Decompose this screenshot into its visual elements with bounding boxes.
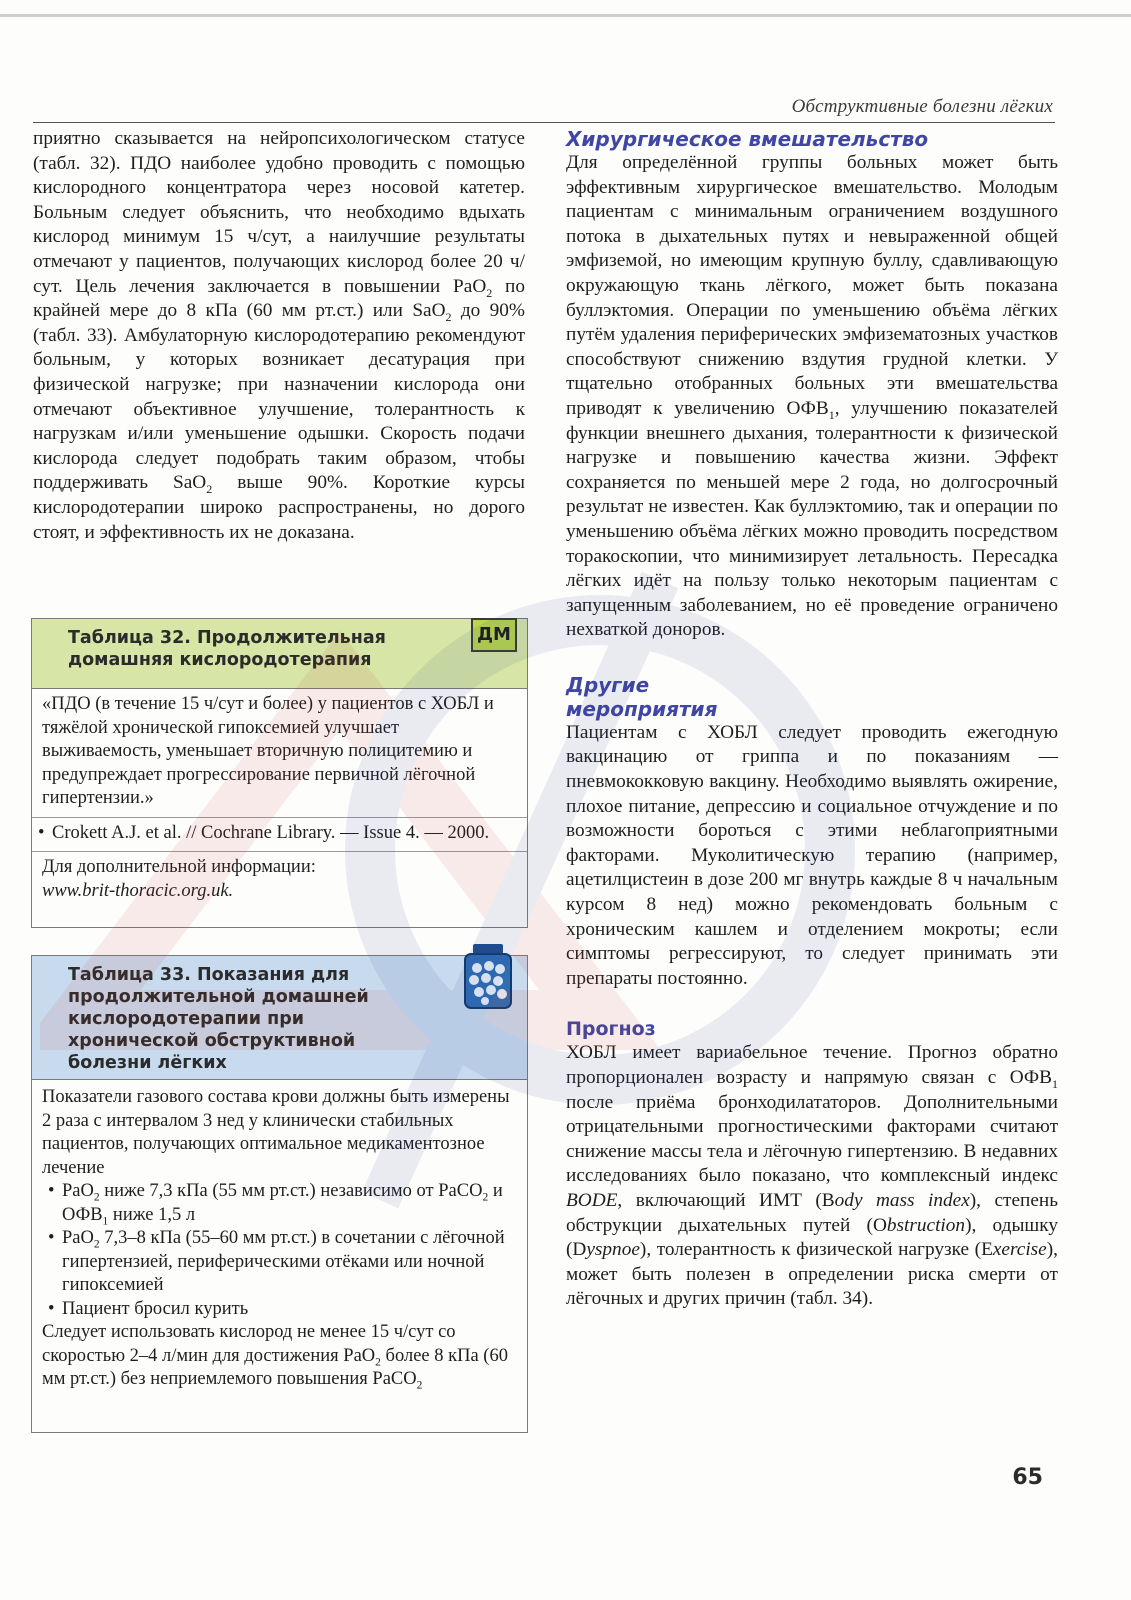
other-measures-paragraph: Пациентам с ХОБЛ следует проводить ежегодную вакцинацию от гриппа и по показаниям — пневмококковую вакцину. Необходимо выявлять ожирение, плохое питание, депрессию и социальное отчуждение и по возможности бороться с этими неблагоприятными факторами. Муколитическую терапию (например, ацетилцистеин в дозе 200 мг внутрь каждые 8 ч начальным курсом 8 нед) можно рекомендовать больным с хроническим кашлем и отделением мокроты; если симптомы регрессируют, то следует принимать эти препараты постоянно. — [566, 721, 1058, 989]
table-33-criterion-1: • PaO$_2$ ниже 7,3 кПа (55 мм рт.ст.) независимо от PaCO$_2$ и $ОФВ_1$ ниже 1,5 л — [42, 1180, 517, 1227]
oxygen-therapy-paragraph: приятно сказывается на нейропсихологическом статусе (табл. 32). ПДО наиболее удобно проводить с помощью кислородного концентратора через носовой катетер. Больным следует объяснить, что необходимо вдыхать кислород минимум 15 ч/сут, а наилучшие результаты отмечают у пациентов, получающих кислород более 20 ч/сут. Цель лечения заключается в повышении PaO$_2$ по крайней мере до 8 кПа (60 мм рт.ст.) или SaO$_2$ до 90% (табл. 33). Амбулаторную кислородотерапию рекомендуют больным, у которых возникает десатурация при физической нагрузке; при назначении кислорода они отмечают объективное улучшение, толерантность к нагрузкам и/или уменьшение одышки. Скорость подачи кислорода следует подобрать таким образом, чтобы поддерживать SaO$_2$ выше 90%. Короткие курсы кислородотерапии широко распространены, но дорого стоят, и эффективность их не доказана. — [33, 128, 525, 543]
table-33-criterion-3: • Пациент бросил курить — [42, 1298, 517, 1322]
table-32-more-info — [32, 852, 527, 909]
table-33-criterion-2: • PaO$_2$ 7,3–8 кПа (55–60 мм рт.ст.) в сочетании с лёгочной гипертензией, периферическими отёками или ночной гипоксемией — [42, 1227, 517, 1298]
more-info-label: Для дополнительной информации: — [42, 857, 316, 877]
table-33-header — [32, 956, 527, 1080]
table-32-title: Таблица 32. Продолжительная домашняя кислородотерапия — [68, 628, 386, 670]
surgery-heading: Хирургическое вмешательство — [566, 127, 929, 151]
table-33-body — [32, 1080, 527, 1398]
surgery-paragraph: Для определённой группы больных может быть эффективным хирургическое вмешательство. Молодым пациентам с минимальным ограничением воздушного потока в дыхательных путях и невыраженной общей эмфиземой, но имеющим крупную буллу, сдавливающую окружающую ткань лёгкого, может быть показана буллэктомия. Операции по уменьшению объёма лёгких путём удаления периферических эмфизематозных участков способствуют снижению вздутия грудной клетки. У тщательно отобранных больных эти вмешательства приводят к увеличению $ОФВ_1$, улучшению показателей функции внешнего дыхания, толерантности к физической нагрузке и повышению качества жизни. Эффект сохраняется по меньшей мере 2 года, но долгосрочный результат не известен. Как буллэктомию, так и операции по уменьшению объёма лёгких можно проводить посредством торакоскопии, что минимизирует летальность. Пересадка лёгких идёт на пользу только некоторым пациентам с запущенным заболеванием, но её проведение ограничено нехваткой доноров. — [566, 152, 1058, 641]
header-rule — [33, 122, 1055, 123]
prognosis-paragraph: ХОБЛ имеет вариабельное течение. Прогноз обратно пропорционален возрасту и напрямую связан с $ОФВ_1$ после приёма бронходилататоров. Дополнительными отрицательными прогностическими факторами считают снижение массы тела и лёгочную гипертензию. В недавних исследованиях было показано, что комплексный индекс BODE, включающий ИМТ (Body mass index), степень обструкции дыхательных путей (Obstruction), одышку (Dyspnoe), толерантность к физической нагрузке (Exercise), может быть полезен в определении риска смерти от лёгочных и других причин (табл. 34). — [566, 1042, 1058, 1310]
table-33 — [31, 955, 528, 1433]
table-32-source: • Crokett A.J. et al. // Cochrane Library. — Issue 4. — 2000. — [32, 818, 527, 853]
table-33-title: Таблица 33. Показания для продолжительной домашней кислородотерапии при хронической обструктивной болезни лёгких — [68, 965, 369, 1073]
table-32-quote: «ПДО (в течение 15 ч/сут и более) у пациентов с ХОБЛ и тяжёлой хронической гипоксемией улучшает выживаемость, уменьшает вторичную полицитемию и предупреждает прогрессирование первичной лёгочной гипертензии.» — [32, 689, 527, 818]
table-32-header — [32, 619, 527, 689]
table-33-outro: Следует использовать кислород не менее 15 ч/сут со скоростью 2–4 л/мин для достижения PaO$_2$ более 8 кПа (60 мм рт.ст.) без неприемлемого повышения PaCO$_2$ — [42, 1322, 508, 1392]
more-info-link[interactable]: www.brit-thoracic.org.uk. — [42, 880, 234, 901]
prognosis-heading: Прогноз — [566, 1018, 656, 1041]
running-head: Обструктивные болезни лёгких — [791, 96, 1053, 117]
top-border — [0, 14, 1131, 17]
other-measures-heading: Другие мероприятия — [566, 672, 718, 721]
left-column — [33, 127, 525, 545]
pill-jar-icon — [461, 942, 515, 1010]
table-32 — [31, 618, 528, 928]
page-number: 65 — [1012, 1465, 1043, 1490]
table-33-intro: Показатели газового состава крови должны быть измерены 2 раза с интервалом 3 нед у клинически стабильных пациентов, получающих оптимальное медикаментозное лечение — [42, 1087, 510, 1178]
dm-badge: ДМ — [471, 618, 517, 652]
right-column — [566, 127, 1058, 1312]
